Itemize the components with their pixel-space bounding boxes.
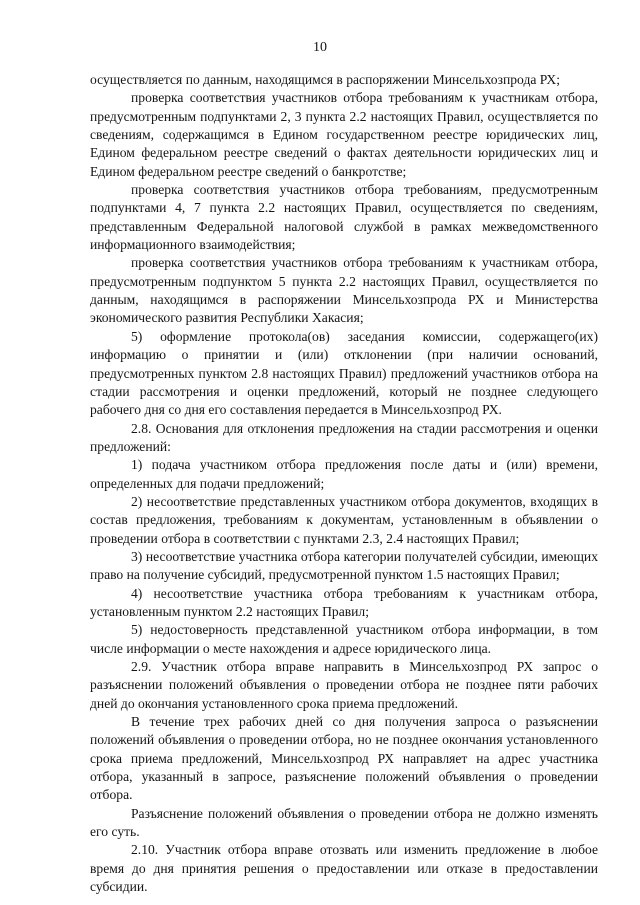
- paragraph: проверка соответствия участников отбора требованиям к участникам отбора, предусмотренным подпунктами 2, 3 пункта 2.2 настоящих Правил, осуществляется по сведениям, содержащимся в Едином государственном реестре юридических лиц, Едином федеральном реестре сведений о фактах деятельности юридических лиц и Едином федеральном реестре сведений о банкротстве;: [90, 90, 598, 179]
- paragraph: осуществляется по данным, находящимся в распоряжении Минсельхозпрода РХ;: [90, 72, 560, 87]
- paragraph: 2.10. Участник отбора вправе отозвать или изменить предложение в любое время до дня принятия решения о предоставлении или отказе в предоставлении субсидии.: [90, 842, 598, 895]
- paragraph: 2.8. Основания для отклонения предложения на стадии рассмотрения и оценки предложений:: [90, 420, 598, 454]
- page-number: 10: [313, 40, 327, 55]
- paragraph: 2.9. Участник отбора вправе направить в Минсельхозпрод РХ запрос о разъяснении положений объявления о проведении отбора не позднее пяти рабочих дней до окончания установленного срока приема предложений.: [90, 659, 598, 711]
- paragraph: 5) оформление протокола(ов) заседания комиссии, содержащего(их) информацию о принятии и (или) отклонении (при наличии оснований, предусмотренных пунктом 2.8 настоящих Правил) предложений участников отбора на стадии рассмотрения и оценки предложений, который не позднее следующего рабочего дня со дня его составления передается в Минсельхозпрод РХ.: [90, 328, 598, 418]
- paragraph: 2) несоответствие представленных участником отбора документов, входящих в состав предложения, требованиям к документам, установленным в объявлении о проведении отбора в соответствии с пунктами 2.3, 2.4 настоящих Правил;: [90, 493, 598, 546]
- document-body: [90, 71, 598, 896]
- paragraph: 4) несоответствие участника отбора требованиям к участникам отбора, установленным пунктом 2.2 настоящих Правил;: [90, 585, 598, 619]
- paragraph: Разъяснение положений объявления о проведении отбора не должно изменять его суть.: [90, 805, 598, 840]
- paragraph: 3) несоответствие участника отбора категории получателей субсидии, имеющих право на получение субсидий, предусмотренной пунктом 1.5 настоящих Правил;: [90, 548, 598, 583]
- paragraph: проверка соответствия участников отбора требованиям, предусмотренным подпунктами 4, 7 пункта 2.2 настоящих Правил, осуществляется по сведениям, представленным Федеральной налоговой службой в рамках межведомственного информационного взаимодействия;: [90, 182, 598, 253]
- paragraph: проверка соответствия участников отбора требованиям к участникам отбора, предусмотренным подпунктом 5 пункта 2.2 настоящих Правил, осуществляется по данным, находящимся в распоряжении Минсельхозпрода РХ и Министерства экономического развития Республики Хакасия;: [90, 255, 598, 326]
- paragraph: 5) недостоверность представленной участником отбора информации, в том числе информации о месте нахождения и адресе юридического лица.: [90, 622, 598, 656]
- paragraph: 1) подача участником отбора предложения после даты и (или) времени, определенных для подачи предложений;: [90, 457, 598, 491]
- paragraph: В течение трех рабочих дней со дня получения запроса о разъяснении положений объявления о проведении отбора, но не позднее окончания установленного срока приема предложений, Минсельхозпрод РХ направляет на адрес участника отбора, указанный в запросе, разъяснение положений объявления о проведении отбора.: [90, 714, 598, 803]
